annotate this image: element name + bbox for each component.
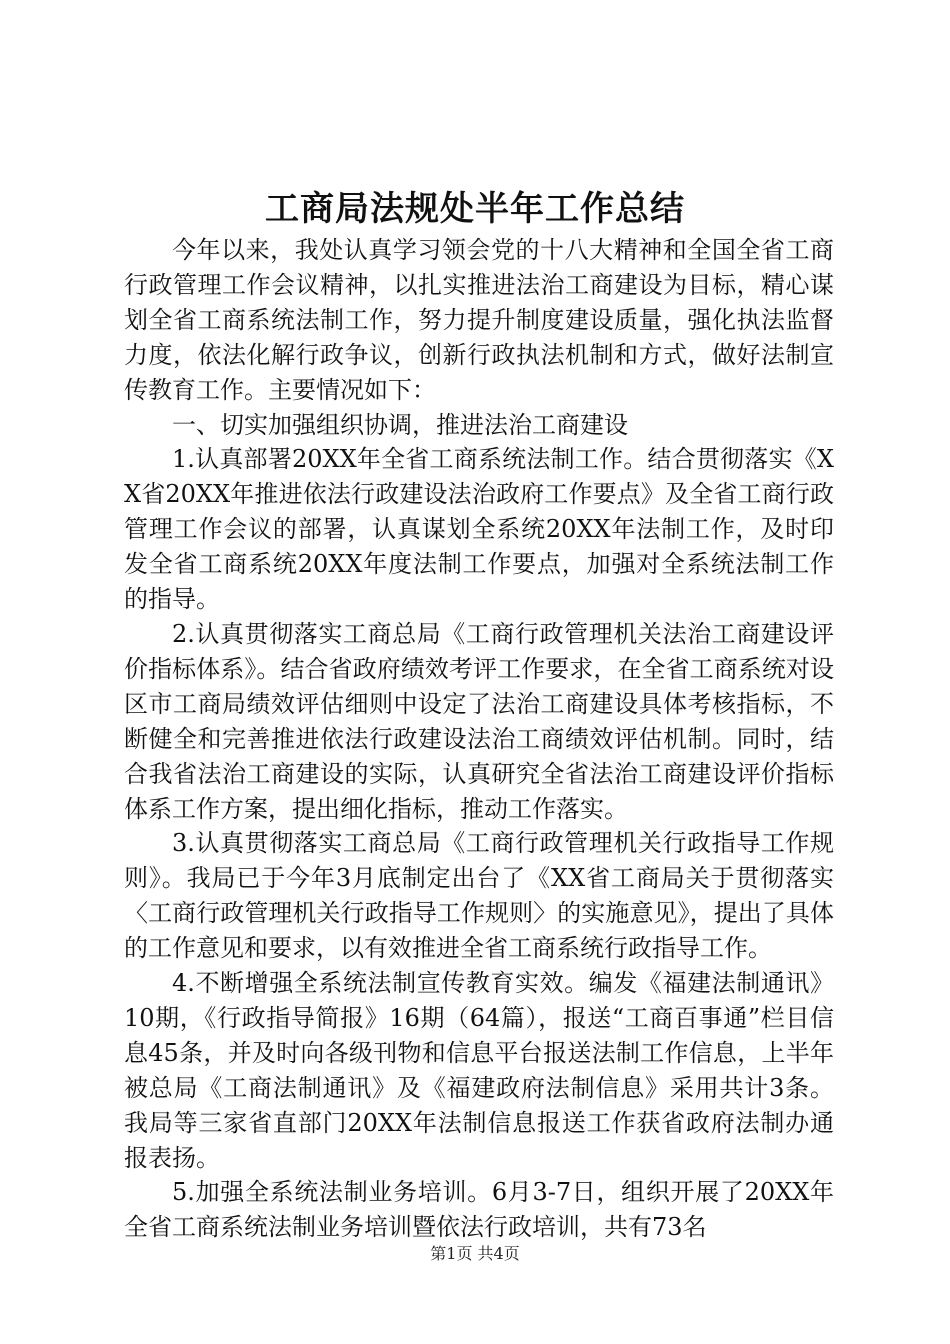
paragraph-item-5: 5.加强全系统法制业务培训。6月3-7日，组织开展了20XX年全省工商系统法制业务培训暨依法行政培训，共有73名 xyxy=(124,1178,834,1242)
paragraph-item-4: 4.不断增强全系统法制宣传教育实效。编发《福建法制通讯》10期，《行政指导简报》16期（64篇），报送“工商百事通”栏目信息45条，并及时向各级刊物和信息平台报送法制工作信息，上半年被总局《工商法制通讯》及《福建政府法制信息》采用共计3条。我局等三家省直部门20XX年法制信息报送工作获省政府法制办通报表扬。 xyxy=(124,969,834,1172)
paragraph-item-3: 3.认真贯彻落实工商总局《工商行政管理机关行政指导工作规则》。我局已于今年3月底制定出台了《XX省工商局关于贯彻落实〈工商行政管理机关行政指导工作规则〉的实施意见》，提出了具体的工作意见和要求，以有效推进全省工商系统行政指导工作。 xyxy=(124,829,834,963)
section-heading-1: 一、切实加强组织协调，推进法治工商建设 xyxy=(172,410,628,439)
paragraph-item-2: 2.认真贯彻落实工商总局《工商行政管理机关法治工商建设评价指标体系》。结合省政府绩效考评工作要求，在全省工商系统对设区市工商局绩效评估细则中设定了法治工商建设具体考核指标，不断健全和完善推进依法行政建设法治工商绩效评估机制。同时，结合我省法治工商建设的实际，认真研究全省法治工商建设评价指标体系工作方案，提出细化指标，推动工作落实。 xyxy=(124,619,834,823)
document-body xyxy=(124,233,834,1245)
paragraph-intro: 今年以来，我处认真学习领会党的十八大精神和全国全省工商行政管理工作会议精神，以扎实推进法治工商建设为目标，精心谋划全省工商系统法制工作，努力提升制度建设质量，强化执法监督力度，依法化解行政争议，创新行政执法机制和方式，做好法制宣传教育工作。主要情况如下： xyxy=(124,236,834,404)
document-title: 工商局法规处半年工作总结 xyxy=(265,189,685,229)
page-number-footer: 第1页 共4页 xyxy=(430,1244,520,1263)
paragraph-item-1: 1.认真部署20XX年全省工商系统法制工作。结合贯彻落实《XX省20XX年推进依法行政建设法治政府工作要点》及全省工商行政管理工作会议的部署，认真谋划全系统20XX年法制工作，及时印发全省工商系统20XX年度法制工作要点，加强对全系统法制工作的指导。 xyxy=(124,445,834,614)
